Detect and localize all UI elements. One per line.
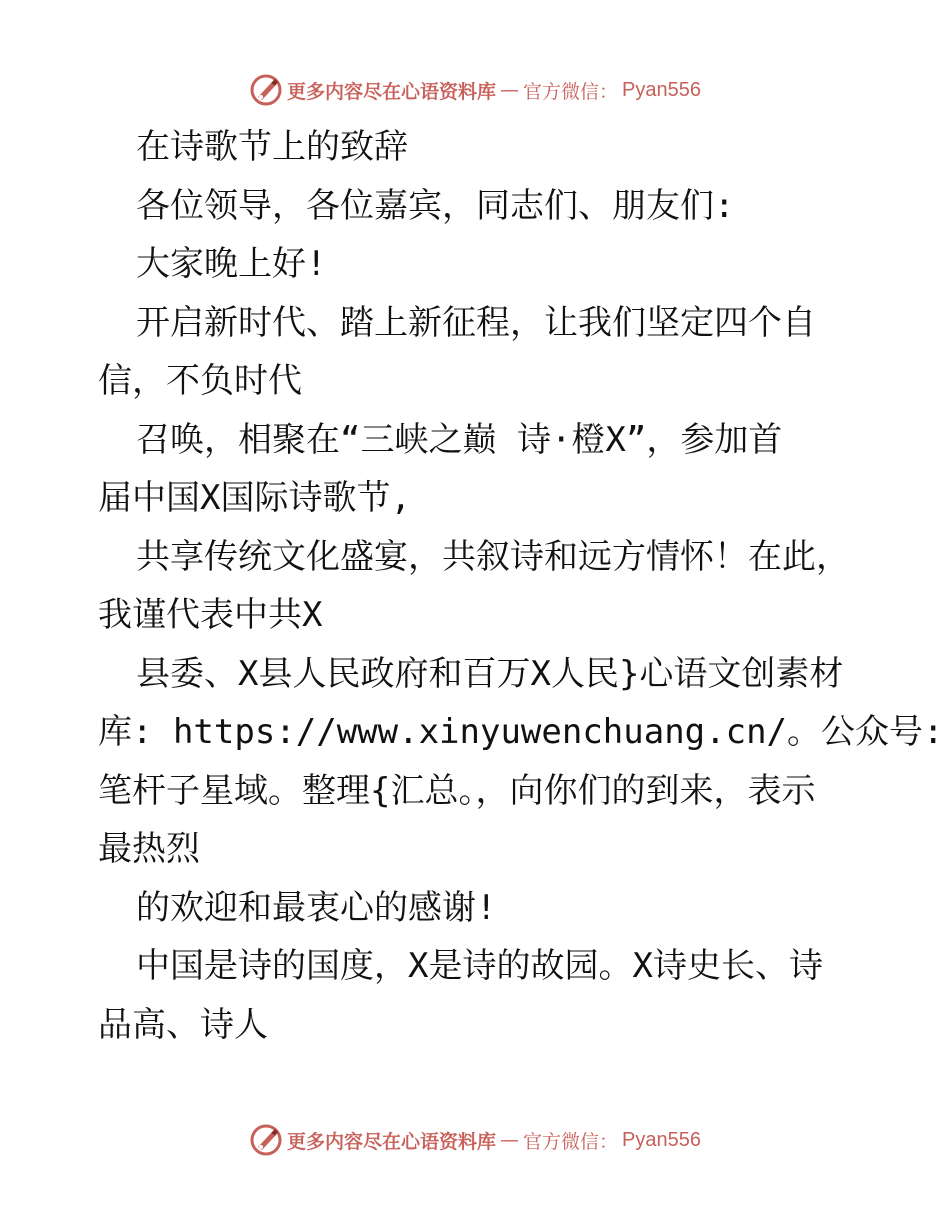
header-banner-inner <box>249 73 701 107</box>
header-banner-dash: — <box>500 79 520 101</box>
text-line: 的欢迎和最衷心的感谢! <box>136 887 497 928</box>
document-title: 在诗歌节上的致辞 <box>136 127 408 167</box>
brand-logo-icon <box>249 1123 283 1157</box>
footer-banner <box>0 1120 950 1160</box>
text-line: 共享传统文化盛宴，共叙诗和远方情怀！在此， <box>136 536 850 577</box>
text-line: 最热烈 <box>98 829 200 869</box>
header-wechat-label: 官方微信： <box>523 80 619 103</box>
text-line: 品高、诗人 <box>98 1004 268 1045</box>
header-banner-text: 更多内容尽在心语资料库 <box>287 80 497 103</box>
text-line: 届中国X国际诗歌节, <box>98 478 411 518</box>
footer-wechat-label: 官方微信： <box>523 1130 619 1153</box>
footer-banner-dash: — <box>500 1129 520 1151</box>
document-body <box>98 118 944 1054</box>
text-line: 县委、X县人民政府和百万X人民}心语文创素材 <box>136 653 844 694</box>
text-line: 大家晚上好! <box>136 244 327 284</box>
text-line: 库: https://www.xinyuwenchuang.cn/。公众号: <box>98 712 944 752</box>
text-line: 召唤，相聚在“三峡之巅 诗·橙X”，参加首 <box>136 419 783 460</box>
brand-logo-icon <box>249 73 283 107</box>
footer-banner-text: 更多内容尽在心语资料库 <box>287 1130 497 1153</box>
text-line: 我谨代表中共X <box>98 595 323 635</box>
footer-wechat-id: Pyan556 <box>622 1128 701 1151</box>
text-line: 开启新时代、踏上新征程，让我们坚定四个自 <box>136 302 816 343</box>
header-banner <box>0 70 950 110</box>
footer-banner-inner <box>249 1123 701 1157</box>
text-line: 笔杆子星域。整理{汇总。，向你们的到来，表示 <box>98 770 816 811</box>
text-line: 各位领导，各位嘉宾，同志们、朋友们: <box>136 185 735 226</box>
text-line: 信，不负时代 <box>98 361 302 401</box>
text-line: 中国是诗的国度，X是诗的故园。X诗史长、诗 <box>136 946 823 986</box>
header-wechat-id: Pyan556 <box>622 78 701 101</box>
